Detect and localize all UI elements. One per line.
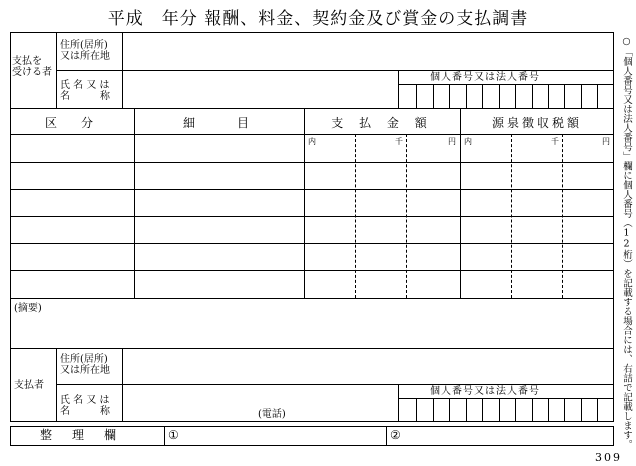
column-header-payment: 支 払 金 額 xyxy=(331,116,433,130)
recipient-name-field[interactable] xyxy=(124,72,396,107)
recipient-label xyxy=(12,56,56,78)
form-title: 平成 年分 報酬、料金、契約金及び賞金の支払調書 xyxy=(107,9,529,29)
withholding-yen-unit: 円 xyxy=(602,137,610,146)
recipient-address-field[interactable] xyxy=(124,34,612,69)
payer-address-label-line1: 住所(居所) xyxy=(60,354,108,365)
column-header-withholding: 源泉徴収税額 xyxy=(491,116,582,130)
column-header-detail: 細 目 xyxy=(182,116,255,130)
payer-name-label-line1: 氏 名 又 は xyxy=(60,395,110,406)
payer-phone-label: (電話) xyxy=(258,409,286,420)
recipient-label-line2: 受ける者 xyxy=(12,67,52,78)
side-note: ○「個人番号又は法人番号」欄に個人番号（12桁）を記載する場合には、右詰で記載します。 xyxy=(621,36,632,449)
withholding-thousand-unit: 千 xyxy=(551,137,559,146)
payment-inner-unit: 内 xyxy=(308,137,316,146)
recipient-name-label xyxy=(60,80,122,102)
recipient-number-label: 個人番号又は法人番号 xyxy=(430,72,540,83)
payer-number-label: 個人番号又は法人番号 xyxy=(430,386,540,397)
table-row[interactable] xyxy=(11,271,613,297)
table-row[interactable] xyxy=(11,135,613,161)
reference-mark-1: ① xyxy=(168,428,179,442)
recipient-address-label-line2: 又は所在地 xyxy=(60,51,110,62)
column-header-category: 区 分 xyxy=(44,116,99,130)
recipient-address-label-line1: 住所(居所) xyxy=(60,40,108,51)
form-code: 309 xyxy=(595,451,622,464)
payment-thousand-unit: 千 xyxy=(395,137,403,146)
table-row[interactable] xyxy=(11,244,613,269)
payer-name-label-line2: 名 称 xyxy=(60,406,110,417)
payer-address-label xyxy=(60,354,122,376)
reference-field-1[interactable] xyxy=(184,428,384,444)
payment-yen-unit: 円 xyxy=(448,137,456,146)
recipient-address-label xyxy=(60,40,122,62)
recipient-name-label-line1: 氏 名 又 は xyxy=(60,80,110,91)
payer-name-label xyxy=(60,395,122,417)
table-row[interactable] xyxy=(11,217,613,242)
recipient-label-line1: 支払を xyxy=(12,56,42,67)
reference-field-label: 整 理 欄 xyxy=(40,428,121,442)
recipient-name-label-line2: 名 称 xyxy=(60,91,110,102)
table-row[interactable] xyxy=(11,190,613,215)
reference-field-2[interactable] xyxy=(406,428,612,444)
payer-label: 支払者 xyxy=(14,380,44,391)
payer-address-field[interactable] xyxy=(124,350,612,383)
reference-mark-2: ② xyxy=(390,428,401,442)
remarks-label: (摘要) xyxy=(14,303,42,314)
withholding-inner-unit: 内 xyxy=(464,137,472,146)
payer-address-label-line2: 又は所在地 xyxy=(60,365,110,376)
table-row[interactable] xyxy=(11,163,613,188)
remarks-field[interactable] xyxy=(12,316,612,346)
